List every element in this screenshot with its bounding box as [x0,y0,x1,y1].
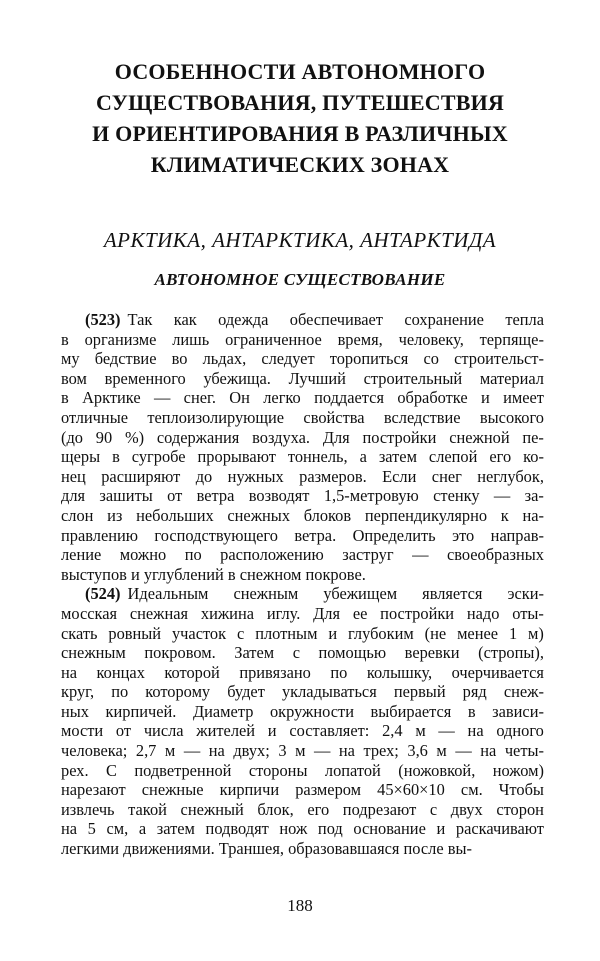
line-text: скать ровный участок с плотным и глубоким (не менее 1 м) [61,623,544,643]
line-text: вом временного убежища. Лучший строительный материал [61,368,544,388]
body-text [61,310,544,859]
paragraph-line [61,839,544,859]
paragraph-line [61,721,544,741]
line-text: легкими движениями. Траншея, образовавшаяся после вы- [61,839,472,859]
line-text: в Арктике — снег. Он легко поддается обработке и имеет [61,388,544,408]
chapter-title-line: ОСОБЕННОСТИ АВТОНОМНОГО [114,59,486,84]
subsection-heading: АВТОНОМНОЕ СУЩЕСТВОВАНИЕ [154,270,446,289]
chapter-title-line: КЛИМАТИЧЕСКИХ ЗОНАХ [150,152,450,177]
page-number: 188 [287,896,313,915]
line-text: нец расширяют до нужных размеров. Если снег неглубок, [61,466,544,486]
line-text: выступов и углублений в снежном покрове. [61,564,366,584]
line-text: на 5 см, а затем подводят нож под основание и раскачивают [61,819,544,839]
chapter-title-line: СУЩЕСТВОВАНИЯ, ПУТЕШЕСТВИЯ [95,90,505,115]
paragraph-line [61,800,544,820]
line-text: круг, по которому будет укладываться первый ряд снеж- [61,682,544,702]
line-text: рех. С подветренной стороны лопатой (ножовкой, ножом) [61,760,544,780]
paragraph-line [61,388,544,408]
paragraph-line [61,526,544,546]
line-text: на концах которой привязано по колышку, очерчивается [61,662,544,682]
paragraph-line [61,565,544,585]
paragraph-line [61,702,544,722]
paragraph-line [61,447,544,467]
section-heading: АРКТИКА, АНТАРКТИКА, АНТАРКТИДА [103,228,497,252]
line-text: щеры в сугробе прорывают тоннель, а затем слепой его ко- [61,447,544,467]
paragraph-line [61,349,544,369]
line-text: мосская снежная хижина иглу. Для ее постройки надо оты- [61,603,544,623]
paragraph-line [61,643,544,663]
paragraph-line [61,330,544,350]
chapter-title [40,56,560,180]
line-text: для зашиты от ветра возводят 1,5-метровую стенку — за- [61,486,544,506]
paragraph-line [61,467,544,487]
line-text: отличные теплоизолирующие свойства вследствие высокого [61,407,544,427]
paragraph-line [61,663,544,683]
paragraph-line [61,682,544,702]
paragraph-line [61,486,544,506]
paragraph-number: (524) [85,584,121,604]
line-text: слон из небольших снежных блоков перпендикулярно к на- [61,505,544,525]
line-text: му бедствие во льдах, следует торопиться со строительст- [61,349,544,369]
line-text: мости от числа жителей и составляет: 2,4 м — на одного [61,721,544,741]
paragraph-line [61,506,544,526]
paragraph-line [61,741,544,761]
paragraph-line [61,780,544,800]
line-text: ных кирпичей. Диаметр окружности выбирается в зависи- [61,701,544,721]
paragraph-line [61,604,544,624]
paragraph-line [61,761,544,781]
line-text: Идеальным снежным убежищем является эски- [127,584,544,604]
line-text: снежным покровом. Затем с помощью веревки (стропы), [61,643,544,663]
line-text: в организме лишь ограниченное время, человеку, терпяще- [61,329,544,349]
paragraph-line [61,428,544,448]
chapter-title-line: И ОРИЕНТИРОВАНИЯ В РАЗЛИЧНЫХ [92,121,508,146]
paragraph-line [61,819,544,839]
paragraph-line [61,584,544,604]
line-text: извлечь такой снежный блок, его подрезают с двух сторон [61,799,544,819]
line-text: (до 90 %) содержания воздуха. Для постройки снежной пе- [61,427,544,447]
paragraph-line [61,624,544,644]
line-text: человека; 2,7 м — на двух; 3 м — на трех; 3,6 м — на четы- [61,741,544,761]
line-text: Так как одежда обеспечивает сохранение тепла [127,310,544,329]
line-text: правлению господствующего ветра. Определить это направ- [61,525,544,545]
paragraph-line [61,310,544,330]
paragraph-line [61,545,544,565]
paragraph-line [61,408,544,428]
line-text: ление можно по расположению заструг — своеобразных [61,545,544,565]
paragraph-number: (523) [85,310,121,329]
paragraph-line [61,369,544,389]
line-text: нарезают снежные кирпичи размером 45×60×10 см. Чтобы [61,780,544,800]
